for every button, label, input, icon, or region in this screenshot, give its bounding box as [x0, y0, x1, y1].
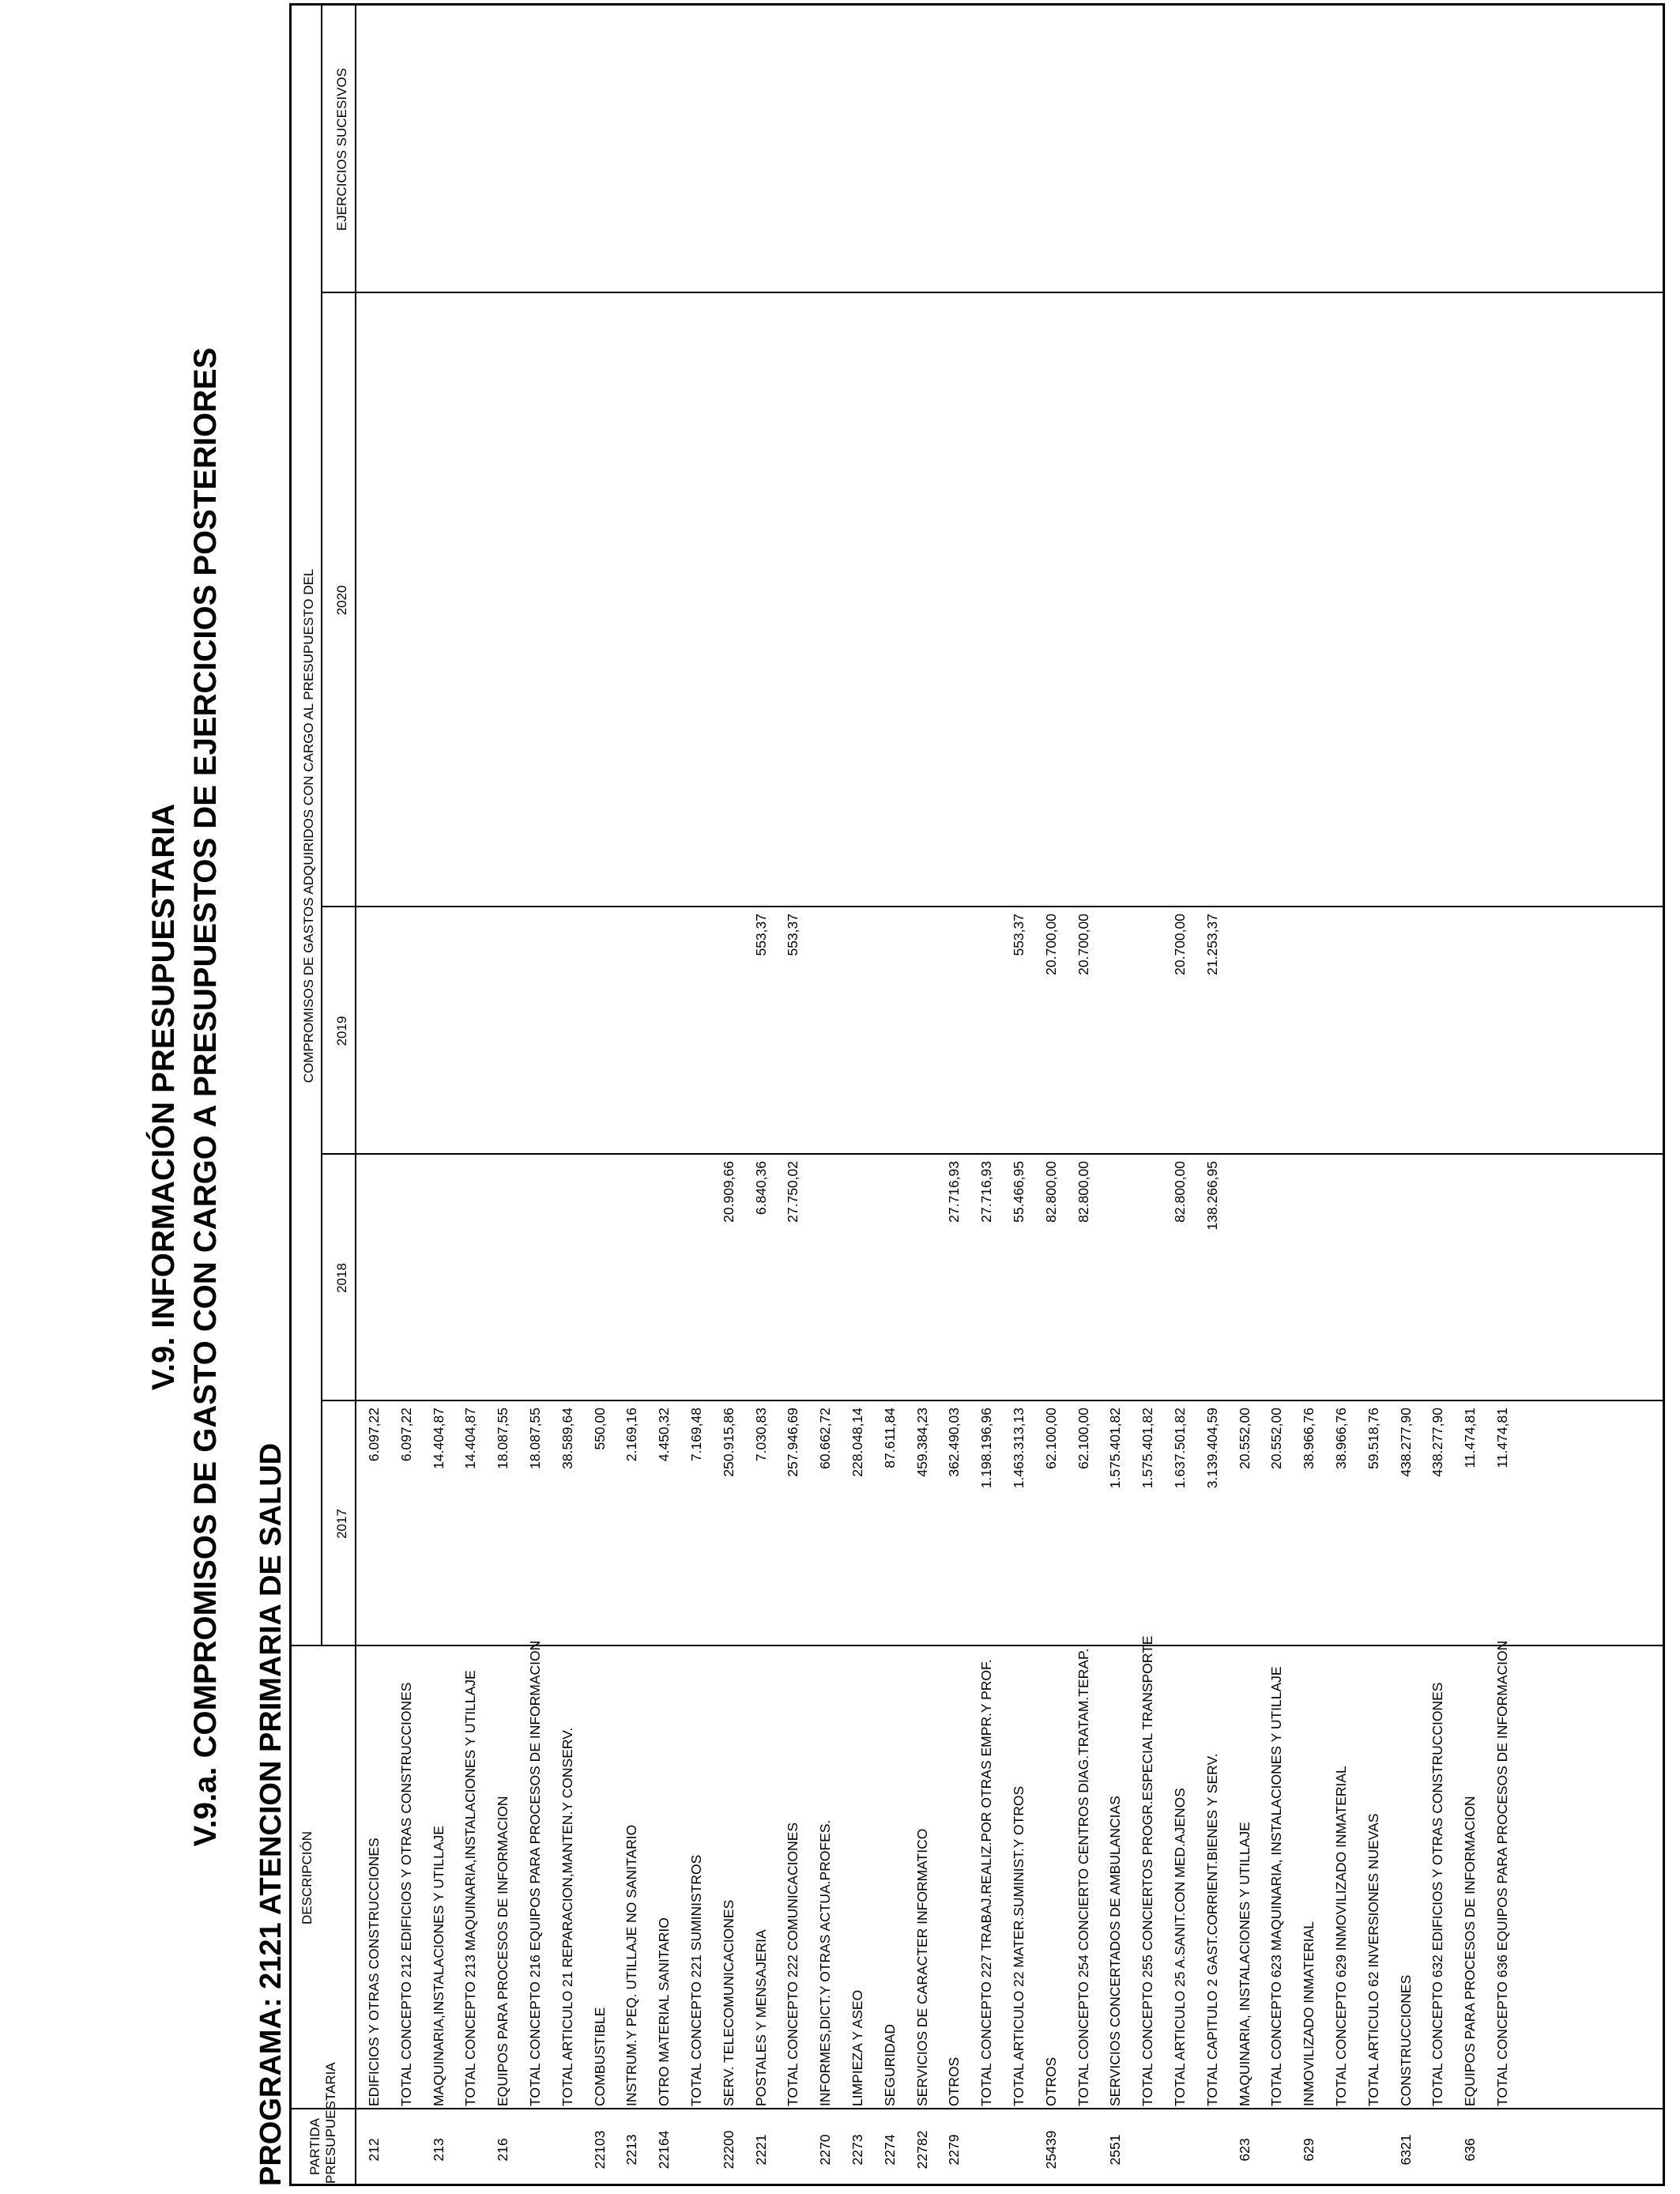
col-divider-partida	[292, 2108, 1663, 2109]
partida-code: 636	[1462, 2138, 1478, 2162]
amount-y2017: 438.277,90	[1397, 1408, 1414, 1477]
amount-y2017: 7.169,48	[688, 1408, 704, 1462]
header-ejercicios-sucesivos: EJERCICIOS SUCESIVOS	[334, 68, 349, 231]
header-bottom-rule	[355, 6, 356, 2184]
header-year-2017: 2017	[334, 1509, 349, 1539]
amount-y2019: 20.700,00	[1042, 914, 1059, 975]
amount-y2017: 14.404,87	[430, 1408, 446, 1469]
header-year-2020: 2020	[334, 585, 349, 616]
amount-y2017: 1.575.401,82	[1107, 1408, 1124, 1489]
description: EQUIPOS PARA PROCESOS DE INFORMACION	[1462, 1796, 1478, 2106]
amount-y2017: 257.946,69	[785, 1408, 801, 1477]
description: POSTALES Y MENSAJERIA	[752, 1929, 769, 2106]
description: INFORMES,DICT.Y OTRAS ACTUA.PROFES.	[817, 1819, 834, 2106]
description: TOTAL ARTICULO 21 REPARACION,MANTEN.Y CONSERV.	[559, 1727, 575, 2106]
description: SEGURIDAD	[881, 2023, 898, 2106]
description: TOTAL CONCEPTO 221 SUMINISTROS	[688, 1854, 704, 2106]
description: EDIFICIOS Y OTRAS CONSTRUCCIONES	[366, 1838, 382, 2106]
header-year-2019: 2019	[334, 1016, 349, 1046]
amount-y2018: 82.800,00	[1172, 1161, 1188, 1223]
description: EQUIPOS PARA PROCESOS DE INFORMACION	[495, 1796, 511, 2106]
page-subtitle: V.9.a. COMPROMISOS DE GASTO CON CARGO A PRESUPUESTOS DE EJERCICIOS POSTERIORES	[188, 347, 223, 1847]
amount-y2018: 138.266,95	[1203, 1161, 1220, 1231]
description: TOTAL CONCEPTO 636 EQUIPOS PARA PROCESOS DE INFORMACION	[1494, 1640, 1510, 2106]
amount-y2017: 1.198.196,96	[978, 1408, 995, 1489]
amount-y2017: 4.450,32	[656, 1408, 672, 1462]
description: TOTAL CONCEPTO 255 CONCIERTOS PROGR.ESPECIAL TRANSPORTE	[1139, 1635, 1156, 2106]
amount-y2019: 20.700,00	[1075, 914, 1091, 975]
amount-y2017: 550,00	[591, 1408, 608, 1450]
amount-y2017: 228.048,14	[849, 1408, 865, 1477]
amount-y2018: 20.909,66	[720, 1161, 736, 1223]
partida-code: 623	[1236, 2138, 1252, 2162]
description: MAQUINARIA, INSTALACIONES Y UTILLAJE	[1236, 1822, 1252, 2106]
header-compromisos-group: COMPROMISOS DE GASTOS ADQUIRIDOS CON CARGO AL PRESUPUESTO DEL	[301, 568, 316, 1084]
description: TOTAL CONCEPTO 227 TRABAJ.REALIZ.POR OTRAS EMPR.Y PROF.	[978, 1659, 995, 2106]
partida-code: 212	[366, 2138, 382, 2162]
description: TOTAL ARTICULO 25 A.SANIT.CON MED.AJENOS	[1172, 1788, 1188, 2106]
description: TOTAL CONCEPTO 623 MAQUINARIA, INSTALACIONES Y UTILLAJE	[1268, 1666, 1285, 2106]
description: TOTAL CONCEPTO 213 MAQUINARIA,INSTALACIONES Y UTILLAJE	[462, 1670, 479, 2106]
description: SERV. TELECOMUNICACIONES	[720, 1899, 736, 2106]
amount-y2017: 62.100,00	[1075, 1408, 1091, 1469]
partida-code: 2273	[849, 2134, 865, 2166]
header-group-rule	[321, 6, 322, 1646]
amount-y2017: 38.966,76	[1333, 1408, 1349, 1469]
amount-y2017: 6.097,22	[397, 1408, 414, 1462]
description: INSTRUM.Y PEQ. UTILLAJE NO SANITARIO	[623, 1824, 640, 2106]
amount-y2017: 18.087,55	[495, 1408, 511, 1469]
amount-y2018: 82.800,00	[1042, 1161, 1059, 1223]
description: SERVICIOS CONCERTADOS DE AMBULANCIAS	[1107, 1796, 1124, 2106]
amount-y2017: 20.552,00	[1236, 1408, 1252, 1469]
amount-y2017: 20.552,00	[1268, 1408, 1285, 1469]
amount-y2018: 27.716,93	[946, 1161, 962, 1223]
partida-code: 22164	[656, 2130, 672, 2169]
description: INMOVILIZADO INMATERIAL	[1301, 1921, 1317, 2106]
amount-y2017: 1.463.313,13	[1011, 1408, 1026, 1489]
page-title: V.9. INFORMACIÓN PRESUPUESTARIA	[146, 803, 181, 1391]
amount-y2019: 21.253,37	[1203, 914, 1220, 975]
amount-y2017: 459.384,23	[913, 1408, 930, 1477]
description: OTROS	[946, 2056, 962, 2106]
description: TOTAL CONCEPTO 632 EDIFICIOS Y OTRAS CONSTRUCCIONES	[1430, 1682, 1446, 2106]
amount-y2017: 14.404,87	[462, 1408, 479, 1469]
partida-code: 6321	[1397, 2134, 1414, 2166]
amount-y2017: 60.662,72	[817, 1408, 834, 1469]
amount-y2018: 55.466,95	[1011, 1161, 1026, 1223]
amount-y2017: 11.474,81	[1494, 1408, 1510, 1468]
header-year-2018: 2018	[334, 1263, 349, 1293]
col-divider-desc	[292, 1645, 1663, 1646]
description: TOTAL CONCEPTO 222 COMUNICACIONES	[785, 1822, 801, 2106]
col-divider-sucesivos	[322, 292, 1663, 293]
amount-y2017: 11.474,81	[1462, 1408, 1478, 1468]
partida-code: 25439	[1042, 2130, 1059, 2169]
partida-code: 216	[495, 2138, 511, 2162]
description: OTRO MATERIAL SANITARIO	[656, 1917, 672, 2106]
amount-y2019: 553,37	[752, 914, 769, 956]
amount-y2017: 3.139.404,59	[1203, 1408, 1220, 1489]
amount-y2017: 250.915,86	[720, 1408, 736, 1477]
col-divider-2019	[322, 1153, 1663, 1155]
amount-y2018: 27.750,02	[785, 1161, 801, 1223]
budget-table	[289, 3, 1665, 2186]
partida-code: 22782	[913, 2130, 930, 2169]
description: COMBUSTIBLE	[591, 2007, 608, 2106]
description: OTROS	[1042, 2056, 1059, 2106]
amount-y2019: 553,37	[1011, 914, 1026, 956]
description: TOTAL CONCEPTO 254 CONCIERTO CENTROS DIAG.TRATAM.TERAP.	[1075, 1648, 1091, 2106]
partida-code: 22103	[591, 2130, 608, 2169]
amount-y2017: 1.575.401,82	[1139, 1408, 1156, 1489]
description: SERVICIOS DE CARACTER INFORMATICO	[913, 1828, 930, 2106]
partida-code: 2279	[946, 2134, 962, 2166]
partida-code: 2551	[1107, 2134, 1124, 2166]
amount-y2018: 27.716,93	[978, 1161, 995, 1223]
amount-y2019: 553,37	[785, 914, 801, 956]
partida-code: 2274	[881, 2134, 898, 2166]
amount-y2017: 59.518,76	[1365, 1408, 1381, 1469]
amount-y2017: 1.637.501,82	[1172, 1408, 1188, 1489]
col-divider-2020	[322, 906, 1663, 907]
amount-y2017: 2.169,16	[623, 1408, 640, 1462]
amount-y2017: 38.589,64	[559, 1408, 575, 1469]
partida-code: 22200	[720, 2130, 736, 2169]
partida-code: 2221	[752, 2134, 769, 2166]
amount-y2018: 6.840,36	[752, 1161, 769, 1216]
header-partida-line2: PRESUPUESTARIA	[323, 2062, 338, 2184]
amount-y2017: 18.087,55	[527, 1408, 543, 1469]
partida-code: 629	[1301, 2138, 1317, 2162]
col-divider-2018	[322, 1400, 1663, 1401]
partida-code: 213	[430, 2138, 446, 2162]
description: TOTAL CONCEPTO 629 INMOVILIZADO INMATERIAL	[1333, 1766, 1349, 2106]
amount-y2017: 6.097,22	[366, 1408, 382, 1462]
amount-y2017: 438.277,90	[1430, 1408, 1446, 1477]
header-partida-line1: PARTIDA	[307, 2117, 322, 2176]
amount-y2019: 20.700,00	[1172, 914, 1188, 975]
description: TOTAL ARTICULO 22 MATER.SUMINIST.Y OTROS	[1011, 1785, 1026, 2106]
description: TOTAL CAPITULO 2 GAST.CORRIENT.BIENES Y SERV.	[1203, 1753, 1220, 2106]
description: CONSTRUCCIONES	[1397, 1974, 1414, 2106]
partida-code: 2270	[817, 2134, 834, 2166]
amount-y2017: 362.490,03	[946, 1408, 962, 1477]
program-label: PROGRAMA: 2121 ATENCION PRIMARIA DE SALUD	[254, 1442, 288, 2186]
description: TOTAL CONCEPTO 216 EQUIPOS PARA PROCESOS DE INFORMACION	[527, 1640, 543, 2106]
amount-y2017: 38.966,76	[1301, 1408, 1317, 1469]
description: MAQUINARIA,INSTALACIONES Y UTILLAJE	[430, 1826, 446, 2106]
amount-y2017: 87.611,84	[881, 1408, 898, 1468]
amount-y2017: 7.030,83	[752, 1408, 769, 1462]
description: LIMPIEZA Y ASEO	[849, 1989, 865, 2106]
partida-code: 2213	[623, 2134, 640, 2166]
description: TOTAL ARTICULO 62 INVERSIONES NUEVAS	[1365, 1813, 1381, 2106]
amount-y2017: 62.100,00	[1042, 1408, 1059, 1469]
description: TOTAL CONCEPTO 212 EDIFICIOS Y OTRAS CONSTRUCCIONES	[397, 1682, 414, 2106]
header-descripcion: DESCRIPCIÓN	[299, 1830, 315, 1925]
amount-y2018: 82.800,00	[1075, 1161, 1091, 1223]
